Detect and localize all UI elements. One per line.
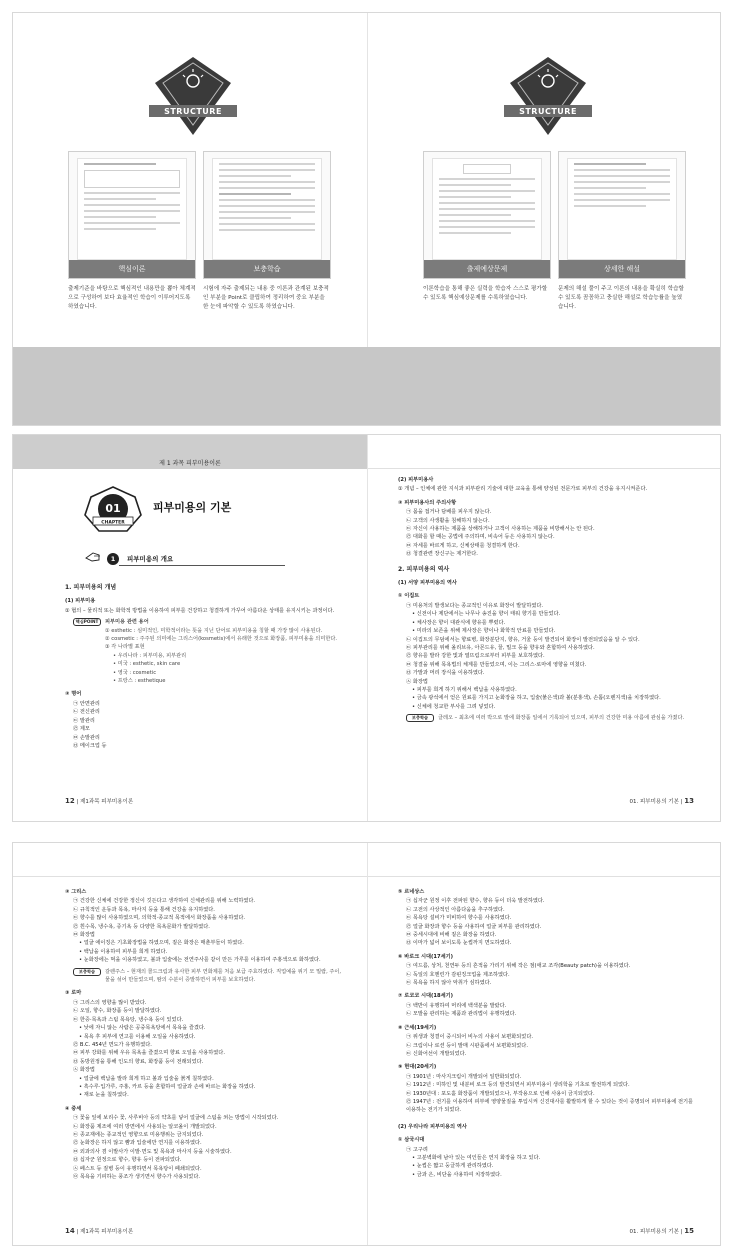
list-item: ㉣ B.C. 454년 면도가 유행하였다.	[73, 1041, 152, 1048]
card-thumbnail	[432, 158, 542, 260]
list-item: ㉢ 한증·목욕과 스팀 목욕탕, 냉수욕 등이 있었다.	[73, 1016, 184, 1023]
subheading: ① 삼국시대	[398, 1137, 425, 1144]
list-item: ㉠ 십자군 원정 이후 전파된 향수, 향유 등이 더욱 발전하였다.	[406, 898, 545, 905]
note-tag: 핵심POINT	[73, 618, 101, 626]
note-line: • 영국 : cosmetic	[113, 669, 157, 676]
list-item: • 신체에 청교한 부사를 그려 넣었다.	[412, 703, 496, 710]
subheading: ① 이집트	[398, 593, 420, 600]
supplement-note	[406, 714, 694, 722]
structure-card	[558, 151, 686, 279]
list-item: ㉢ 향수를 많이 사용하였으며, 의학적·종교적 목적에서 화장품을 사용하였다.	[73, 915, 246, 922]
page-15-body	[398, 883, 694, 1179]
list-item: ㉥ 메이크업 등	[73, 742, 107, 749]
list-item: ㉡ 크림이나 로션 등이 발매 시판품에서 보편화되었다.	[406, 1042, 528, 1049]
card-description: 문제의 해설 풀이 주고 이론의 내용을 확실히 학습할 수 있도록 꼼꼼하고 충실한 해설로 학습능률을 높였습니다.	[558, 286, 684, 310]
emblem-label: STRUCTURE	[519, 107, 577, 116]
running-head-band	[13, 435, 367, 469]
list-item: • 고분벽화에 남아 있는 여인들은 연지 화장을 하고 있다.	[412, 1154, 541, 1161]
chapter-badge-icon	[83, 485, 143, 535]
page-12-body	[65, 577, 347, 750]
page-12	[13, 435, 367, 821]
card-description: 이론학습을 통해 좋은 실력을 학습자 스스로 평가할 수 있도록 핵심예상문제를 수록하였습니다.	[423, 286, 548, 301]
list-item: ㉢ 피부관리를 위해 올리브유, 아몬드유, 꿀, 밀크 등을 향유와 혼합하여 사용하였다.	[406, 644, 595, 651]
running-head-band	[13, 843, 367, 877]
pointing-hand-icon	[85, 549, 103, 565]
note-tag: 보충학습	[73, 968, 101, 976]
page-14-body	[65, 883, 347, 1181]
structure-spread	[12, 12, 721, 426]
page-number: 13	[684, 797, 694, 805]
footer-text: 제1과목 피부미용이론	[80, 799, 134, 805]
chapter-title: 피부미용의 기본	[153, 501, 232, 514]
subheading: ⑤ 르네상스	[398, 889, 425, 895]
list-item: ㉦ 화장법	[406, 678, 428, 685]
page-14	[13, 843, 367, 1245]
spread-pages-12-13	[12, 434, 721, 822]
card-caption: 핵심이론	[69, 260, 195, 278]
list-item: ㉠ 위생과 청결이 중시되어 비누의 사용이 보편화되었다.	[406, 1034, 533, 1041]
list-item: ㉡ 고객의 사생활을 침해하지 않는다.	[406, 517, 490, 524]
list-item: ㉤ 손발관리	[73, 734, 100, 741]
list-item: ㉠ 건강한 신체에 건강한 정신이 깃든다고 생각하여 신체관리를 위해 노력하였다.	[73, 898, 256, 905]
structure-emblem	[145, 53, 241, 137]
supplement-note	[73, 968, 347, 985]
chapter-heading	[83, 485, 303, 535]
structure-card	[423, 151, 551, 279]
page-footer: 14 | 제1과목 피부미용이론	[65, 1227, 134, 1235]
subheading: ⑥ 바로크 시대(17세기)	[398, 953, 454, 960]
list-item: ㉠ 몸을 접거나 담배를 피우지 않는다.	[406, 509, 492, 516]
structure-page-left	[13, 13, 367, 343]
list-item: ㉠ 1901년 : 마사지크림이 개발되어 일반화되었다.	[406, 1073, 522, 1080]
list-item: • 미라의 보존을 위해 제사장은 향이나 화학적 안료를 만들었다.	[412, 628, 556, 635]
list-item: • 피부를 희게 하기 위해서 백납을 사용하였다.	[412, 686, 517, 693]
list-item: ㉢ 발관리	[73, 717, 95, 724]
list-item: ㉢ 목욕을 하지 않아 악취가 심하였다.	[406, 980, 492, 987]
subheading: (2) 피부미용사	[398, 477, 434, 483]
subheading: ② 피부미용사의 주의사항	[398, 499, 457, 506]
list-item: • 백납을 이용하여 피부를 희게 하였다.	[79, 948, 168, 955]
list-item: ㉦ 화장법	[73, 1067, 95, 1074]
list-item: ㉢ 신화어선이 개발되었다.	[406, 1050, 467, 1057]
list-item: ㉡ 모발을 관리하는 제품과 관리법이 유행하였다.	[406, 1011, 517, 1018]
list-item: • 낮에 자니 않는 사람은 공중목욕탕에서 목욕을 즐겼다.	[79, 1025, 206, 1032]
note-line: ② cosmetic : 주주된 의미에는 그리스어(kosmetis)에서 유래한 것으로 화장품, 피부미용을 의미한다.	[105, 636, 337, 643]
subheading: (1) 피부미용	[65, 598, 96, 605]
list-item: ㉥ 가발과 머리 장식을 이용하였다.	[406, 670, 485, 677]
page-footer: 01. 피부미용의 기본 | 15	[629, 1227, 694, 1235]
gray-band	[13, 347, 720, 425]
running-head-band	[368, 435, 721, 469]
list-item: ㉡ 전신관리	[73, 709, 100, 716]
section-rule	[119, 565, 285, 566]
list-item: ㉡ 이집트의 무덤에서는 향료병, 화장분단지, 향유, 거울 등이 발견되어 화장이 발전되었음을 알 수 있다.	[406, 636, 640, 643]
page-13-body	[398, 471, 694, 726]
page-number: 12	[65, 797, 75, 805]
subheading: ② 그리스	[65, 889, 87, 895]
list-item: ㉤ 화장법	[73, 932, 95, 939]
list-item: ㉠ 꽃을 잎에 보리수 꽃, 사루비아 등의 약초를 넣어 얼굴에 스팀을 쐬는 방법이 시작되었다.	[73, 1115, 279, 1122]
note-line: • 미국 : esthetic, skin care	[113, 661, 181, 668]
page-footer: 12 | 제1과목 피부미용이론	[65, 797, 134, 805]
subheading: ⑧ 근세(19세기)	[398, 1024, 437, 1031]
list-item: ㉦ 페스트 등 질병 등이 유행하면서 목욕탕이 폐쇄되었다.	[73, 1165, 202, 1172]
list-item: ㉤ 피부 강화를 위해 우유 목욕을 즐겼으며 향료 오일을 사용하였다.	[73, 1050, 225, 1057]
list-item: ㉥ 십자군 원정으로 향수, 향유 등이 전파되었다.	[73, 1157, 182, 1164]
card-caption: 출제예상문제	[424, 260, 550, 278]
page-15	[368, 843, 721, 1245]
list-item: ㉣ 향유를 발라 강한 빛과 열뜨림으로부터 피부를 보호하였다.	[406, 653, 545, 660]
list-item: ㉡ 규칙적인 운동과 목욕, 마사지 등을 통해 건강을 유지하였다.	[73, 906, 215, 913]
list-item: • 눈썹은 짧고 둥글하게 관리하였다.	[412, 1163, 494, 1170]
list-item: ㉣ 제모	[73, 726, 90, 733]
list-item: ㉠ 백반이 유행하여 머리에 백색분을 발랐다.	[406, 1002, 507, 1009]
note-line: ③ 각 나라별 표현	[105, 644, 145, 651]
page-number: 15	[684, 1227, 694, 1235]
page-footer: 01. 피부미용의 기본 | 13	[629, 797, 694, 805]
heading: 2. 피부미용의 역사	[398, 565, 450, 573]
list-item: • 목욕 후 피부에 연고를 이용해 오일을 사용하였다.	[79, 1033, 196, 1040]
list-item: ㉤ 청결을 위해 목욕법의 체계를 만들었으며, 이는 그리스·로마에 영향을 미쳤다.	[406, 661, 587, 668]
list-item: • 눈화장에는 먹을 이용하였고, 볼과 입술에는 전연주사를 같이 만든 가루를 이용하여 주홍색으로 화하였다.	[79, 957, 321, 964]
section-title: 피부미용의 개요	[127, 555, 174, 563]
list-item: • 얼굴에 백납을 발라 희게 하고 볼과 입술을 붉게 칠하였다.	[79, 1075, 214, 1082]
chapter-word: CHAPTER	[101, 520, 125, 526]
card-caption: 보충학습	[204, 260, 330, 278]
list-item: • 체사장은 향이 대관식에 향유를 뿌렸다.	[412, 619, 506, 626]
list-item: ㉥ 동방원정을 통해 인도의 향료, 화장품 등이 전래되었다.	[73, 1058, 204, 1065]
structure-emblem	[500, 53, 596, 137]
note-tag: 보충학습	[406, 714, 434, 722]
point-note	[73, 618, 347, 685]
list-item: • 금과 은, 비단을 사용하여 치장하였다.	[412, 1171, 502, 1178]
list-item: ㉡ 1912년 : 미하인 및 내분비 로크 등의 발견되면서 피부미용이 생리학을 기초로 발전하게 되었다.	[406, 1082, 630, 1089]
chapter-number: 01	[105, 502, 121, 515]
list-item: ㉢ 목욕탕 설비가 미비하여 향수를 사용하였다.	[406, 915, 512, 922]
list-item: • 흑수루·입가루, 주홍, 카르 등을 혼합하여 얼굴과 손에 바르는 화장을 하였다.	[79, 1083, 256, 1090]
list-item: ㉢ 1930년대 : 포도홀 화장품이 개발되었으나, 부작용으로 인해 사용이 금지되었다.	[406, 1090, 595, 1097]
list-item: ㉥ 청결관련 장신구는 제거한다.	[406, 551, 478, 558]
note-text: 클레오 – 최초에 여러 박으로 발에 화장품 일에서 기록되어 있으며, 피부의 건강한 미용 아름에 관심을 가졌다.	[438, 715, 685, 722]
structure-card	[203, 151, 331, 279]
list-item: ㉥ 이마가 넓어 보이도록 눈썹까지 면도하였다.	[406, 940, 512, 947]
subheading: ⑦ 로코코 시대(18세기)	[398, 993, 454, 1000]
subheading: ④ 중세	[65, 1105, 82, 1112]
list-item: ㉣ 흰수목, 냉수욕, 증기욕 등 다양한 목욕문화가 발달하였다.	[73, 923, 210, 930]
list-item: ㉤ 외과의사 겸 이발사가 이발·면도 및 목욕과 마사지 등을 시술하였다.	[73, 1148, 232, 1155]
spread-pages-14-15	[12, 842, 721, 1246]
footer-text: 01. 피부미용의 기본	[629, 1229, 679, 1235]
subheading: ② 명어	[65, 691, 82, 698]
list-item: ㉤ 자세를 바르게 하고, 신체상태를 청결하게 한다.	[406, 542, 520, 549]
list-item: • 얼굴 에이징은 기초화장법을 하였으며, 짙은 화장은 매춘부들이 하였다.	[79, 940, 244, 947]
card-thumbnail	[77, 158, 187, 260]
list-item: • 재로 눈을 칠하였다.	[79, 1092, 129, 1099]
page-13	[368, 435, 721, 821]
structure-page-right	[368, 13, 721, 343]
section-number: 1	[107, 553, 119, 565]
list-item: ㉣ 1947년 : 전기를 이용하여 피부에 영양물질을 투입시켜 신진대사를 활발하게 할 수 있다는 것이 증명되어 피부미용에 전기를 이용하는 전기가 되었다.	[406, 1098, 694, 1114]
paragraph: ① 개념 – 인체에 관한 지식과 피부관리 기술에 대한 교육을 통해 양성된 전문가로 피부의 건강을 유지시켜준다.	[398, 486, 648, 493]
subheading: ③ 로마	[65, 990, 82, 997]
list-item: ㉡ 고전의 사상적인 아름다움을 추구하였다.	[406, 906, 505, 913]
card-caption: 상세한 해설	[559, 260, 685, 278]
list-item: ㉤ 중세시대에 비해 짙은 화장을 하였다.	[406, 932, 497, 939]
list-item: ㉡ 화장품 제조에 여러 방면에서 사용되는 알코올이 개발되었다.	[73, 1123, 217, 1130]
footer-text: 01. 피부미용의 기본	[629, 799, 679, 805]
subheading: (2) 우리나라 피부미용의 역사	[398, 1123, 467, 1130]
note-text: 갈렌주스 – 현재의 콜드크림과 유사한 피부 연화제를 처음 보급 주효하였다. 직업예을 위기 모 밀랍, 주이, 물을 섞어 만들었으며, 땀의 수분이 증발하면서 피부를 보호하였다.	[105, 968, 342, 984]
emblem-label: STRUCTURE	[164, 107, 222, 116]
list-item: • 금속 광석에서 얻은 원료를 가지고 눈화장을 하고, 입술(붉은색)과 볼(분홍색), 손톱(오렌지색)을 치장하였다.	[412, 695, 661, 702]
paragraph: ① 협의 – 물리적 또는 화학적 방법을 이용하여 피부를 건강하고 청결하게 가꾸어 아름다운 상태를 유지시키는 과정이다.	[65, 607, 335, 614]
footer-text: 제1과목 피부미용이론	[80, 1229, 134, 1235]
section-heading	[95, 551, 285, 567]
list-item: • 신전이나 제단에서는 나무나 송진을 향이 태워 향기를 만들었다.	[412, 611, 561, 618]
subheading: (1) 서양 피부미용의 역사	[398, 580, 457, 587]
list-item: ㉢ 종교재에는 종교적인 영향으로 미용행위는 금지되었다.	[73, 1131, 204, 1138]
note-line: 피부미용 관련 용어	[105, 619, 149, 626]
subheading: ⑨ 현대(20세기)	[398, 1064, 437, 1071]
card-description: 출제기준을 바탕으로 핵심적인 내용만을 뽑아 체계적으로 구성하여 보다 효율적인 학습이 이루어지도록 하였습니다.	[68, 286, 196, 310]
list-item: ㉧ 목욕을 기피하는 풍조가 생기면서 향수가 사용되었다.	[73, 1174, 200, 1180]
card-thumbnail	[212, 158, 322, 260]
list-item: ㉠ 여드름, 상처, 천연두 등의 흔적을 가리기 위해 작은 점(애교 조각(Beauty patch)을 이용하였다.	[406, 963, 631, 970]
list-item: ㉣ 얼굴 화장과 향수 등을 사용하여 얼굴 피부를 관리하였다.	[406, 923, 542, 930]
list-item: ㉣ 대화를 할 때는 공법에 주의하며, 비속어 등은 사용하지 않는다.	[406, 534, 555, 541]
note-line: • 우리나라 : 피부미용, 피부관리	[113, 652, 187, 659]
card-description: 시험에 자주 출제되는 내용 중 이론과 관계된 보충적인 부분을 Point로 클립하여 정리하여 중요 부분을 한 눈에 파악할 수 있도록 하였습니다.	[203, 286, 329, 310]
list-item: ㉠ 그리스의 영향을 많이 받았다.	[73, 999, 147, 1006]
running-head: 제 1 과목 피부미용이론	[159, 460, 221, 467]
note-line: • 프랑스 : esthetique	[113, 678, 166, 685]
heading: 1. 피부미용의 개념	[65, 584, 117, 591]
structure-card	[68, 151, 196, 279]
list-item: ㉠ 미용처의 발생보다는 종교적인 이유로 화장이 발달하였다.	[406, 602, 543, 609]
list-item: ㉠ 안면관리	[73, 700, 100, 707]
page-number: 14	[65, 1227, 75, 1235]
note-line: ① esthetic : 심미적인, 미학적이라는 뜻을 지닌 단어로 피부미용을 칭할 때 가장 많이 사용된다.	[105, 627, 323, 634]
running-head-band	[368, 843, 721, 877]
list-item: ㉠ 고구려	[406, 1146, 428, 1153]
list-item: ㉢ 자신이 사용하는 제품을 상해하거나 고객이 사용하는 제품을 비방해서는 안 된다.	[406, 526, 595, 533]
card-thumbnail	[567, 158, 677, 260]
list-item: ㉡ 독일의 호헨린가 감핀징크업을 제조하였다.	[406, 971, 510, 978]
list-item: ㉡ 오일, 향수, 화장품 등이 발달하였다.	[73, 1008, 162, 1015]
list-item: ㉣ 눈화장은 하지 않고 뺨과 입술에만 연지를 이용하였다.	[73, 1140, 202, 1147]
